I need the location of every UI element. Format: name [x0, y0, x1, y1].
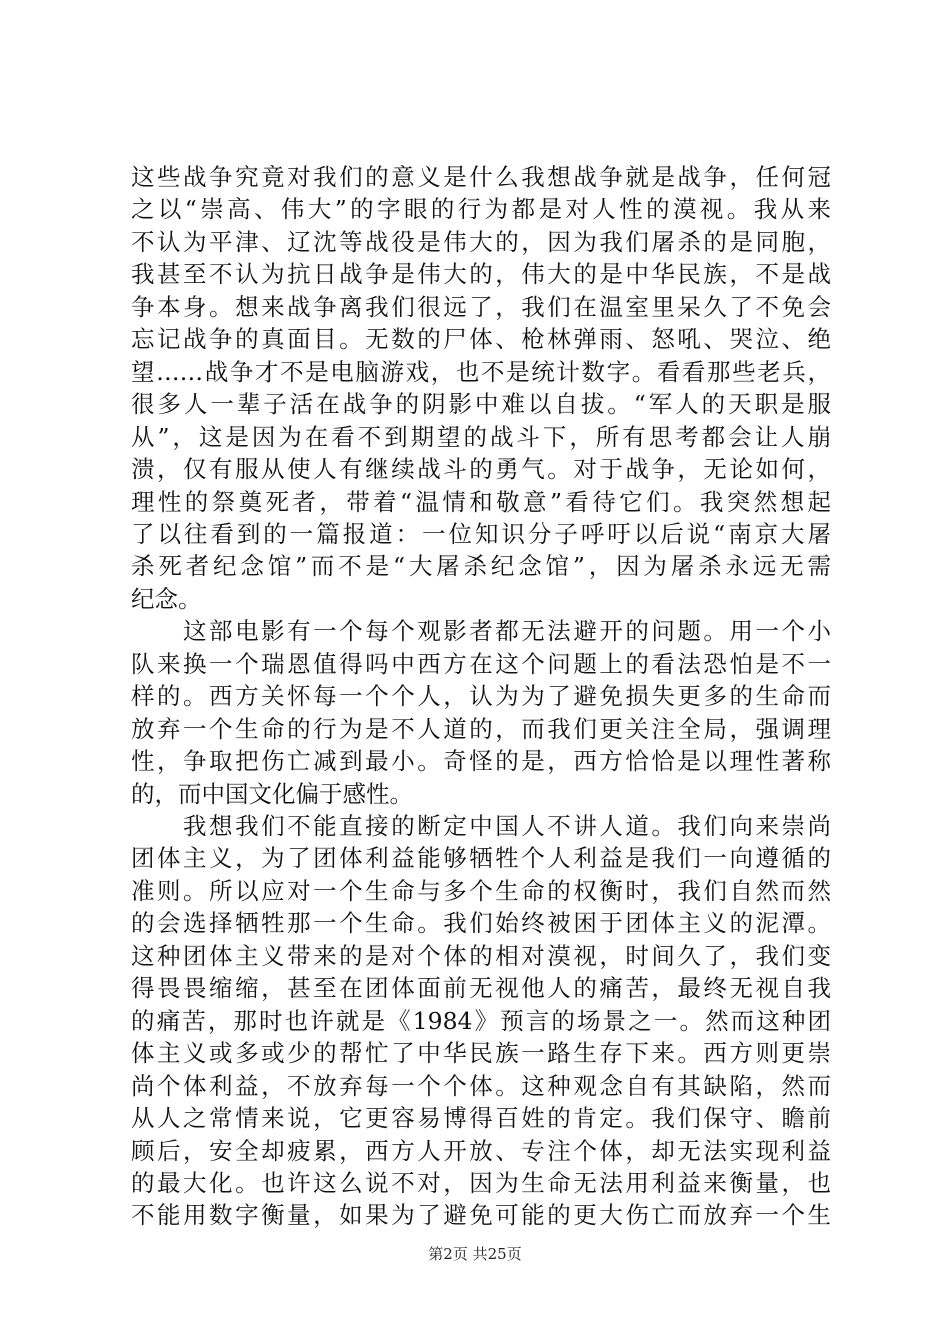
text-line: 之以“崇高、伟大”的字眼的行为都是对人性的漠视。我从来 [131, 195, 831, 224]
text-line: 杀死者纪念馆”而不是“大屠杀纪念馆”，因为屠杀永远无需 [131, 552, 831, 581]
text-line: 得畏畏缩缩，甚至在团体面前无视他人的痛苦，最终无视自我 [131, 974, 831, 1003]
text-line: 纪念。 [131, 584, 202, 613]
text-line: 我甚至不认为抗日战争是伟大的，伟大的是中华民族，不是战 [131, 260, 831, 289]
text-line: 的会选择牺牲那一个生命。我们始终被困于团体主义的泥潭。 [131, 909, 831, 938]
text-line: 准则。所以应对一个生命与多个生命的权衡时，我们自然而然 [131, 876, 831, 905]
text-line: 不能用数字衡量，如果为了避免可能的更大伤亡而放弃一个生 [131, 1201, 831, 1230]
page-number-footer: 第2页 共25页 [428, 1245, 522, 1263]
text-line: 从”，这是因为在看不到期望的战斗下，所有思考都会让人崩 [131, 422, 831, 451]
text-line: 放弃一个生命的行为是不人道的，而我们更关注全局，强调理 [131, 714, 831, 743]
text-line: 这部电影有一个每个观影者都无法避开的问题。用一个小 [131, 617, 831, 646]
text-line: 忘记战争的真面目。无数的尸体、枪林弹雨、怒吼、哭泣、绝 [131, 325, 831, 354]
text-line: 的痛苦，那时也许就是《1984》预言的场景之一。然而这种团 [131, 1006, 831, 1035]
text-line: 从人之常情来说，它更容易博得百姓的肯定。我们保守、瞻前 [131, 1104, 831, 1133]
text-line: 尚个体利益，不放弃每一个个体。这种观念自有其缺陷，然而 [131, 1071, 831, 1100]
text-line: 不认为平津、辽沈等战役是伟大的，因为我们屠杀的是同胞， [131, 227, 831, 256]
text-line: 了以往看到的一篇报道：一位知识分子呼吁以后说“南京大屠 [131, 519, 831, 548]
text-line: 我想我们不能直接的断定中国人不讲人道。我们向来崇尚 [131, 812, 831, 840]
text-line: 这些战争究竟对我们的意义是什么我想战争就是战争，任何冠 [131, 163, 831, 191]
text-line: 望……战争才不是电脑游戏，也不是统计数字。看看那些老兵， [131, 357, 831, 386]
text-line: 团体主义，为了团体利益能够牺牲个人利益是我们一向遵循的 [131, 844, 831, 873]
text-line: 的最大化。也许这么说不对，因为生命无法用利益来衡量，也 [131, 1168, 831, 1197]
text-line: 这种团体主义带来的是对个体的相对漠视，时间久了，我们变 [131, 941, 831, 970]
text-line: 溃，仅有服从使人有继续战斗的勇气。对于战争，无论如何， [131, 455, 831, 484]
text-line: 样的。西方关怀每一个个人，认为为了避免损失更多的生命而 [131, 682, 831, 711]
text-line: 的，而中国文化偏于感性。 [131, 779, 413, 808]
text-line: 争本身。想来战争离我们很远了，我们在温室里呆久了不免会 [131, 292, 831, 321]
text-line: 很多人一辈子活在战争的阴影中难以自拔。“军人的天职是服 [131, 390, 831, 419]
text-line: 性，争取把伤亡减到最小。奇怪的是，西方恰恰是以理性著称 [131, 747, 831, 776]
text-line: 体主义或多或少的帮忙了中华民族一路生存下来。西方则更崇 [131, 1039, 831, 1068]
text-line: 顾后，安全却疲累，西方人开放、专注个体，却无法实现利益 [131, 1136, 831, 1165]
text-line: 理性的祭奠死者，带着“温情和敬意”看待它们。我突然想起 [131, 487, 831, 516]
text-line: 队来换一个瑞恩值得吗中西方在这个问题上的看法恐怕是不一 [131, 649, 831, 678]
